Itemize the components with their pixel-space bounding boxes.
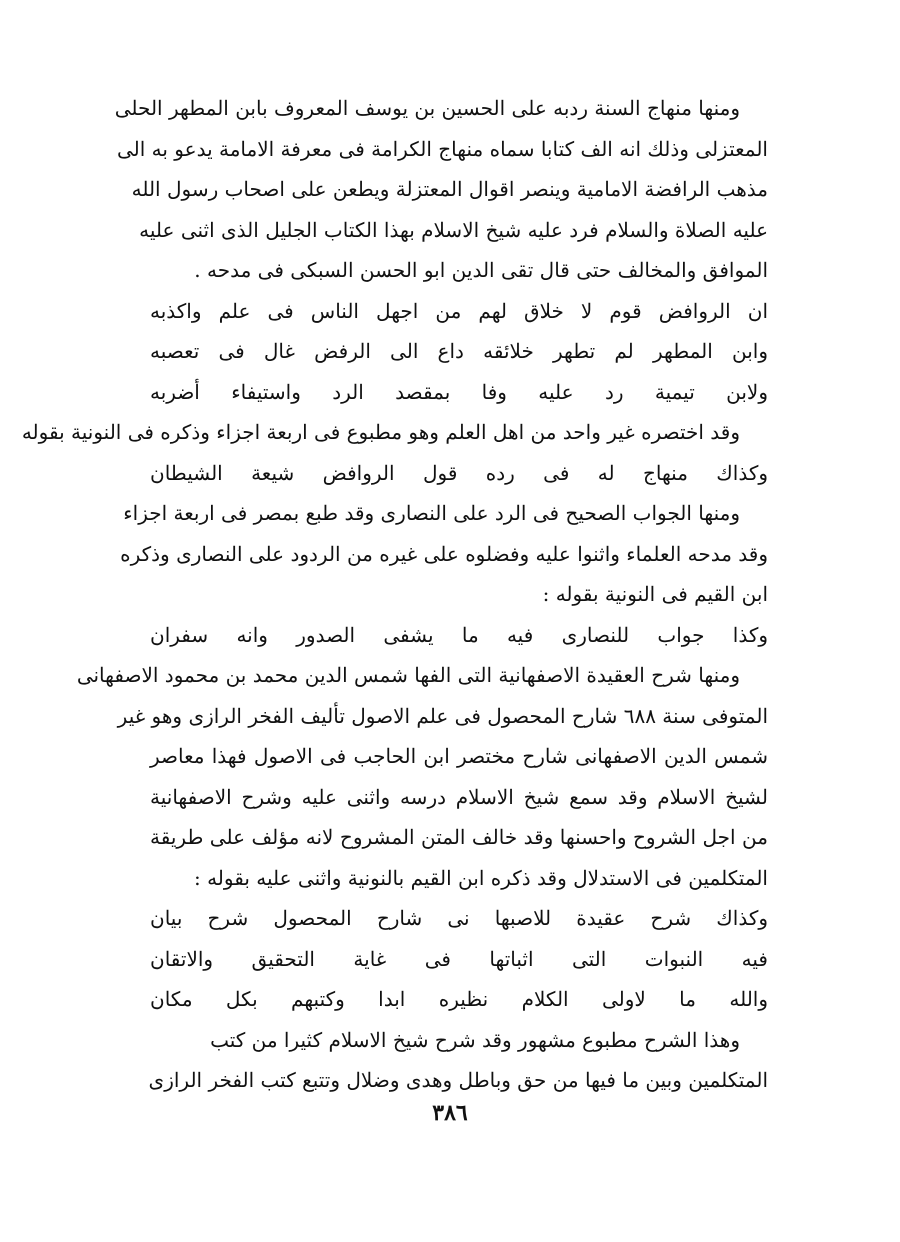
text-line: مذهب الرافضة الامامية وينصر اقوال المعتزلة ويطعن على اصحاب رسول الله [131, 177, 768, 201]
verse-line: والله ما لاولى الكلام نظيره ابدا وكتبهم بكل مكان [150, 987, 768, 1011]
text-line: وقد اختصره غير واحد من اهل العلم وهو مطبوع فى اربعة اجزاء وذكره فى النونية بقوله [21, 420, 740, 444]
text-line: شمس الدين الاصفهانى شارح مختصر ابن الحاجب فى الاصول فهذا معاصر [150, 744, 768, 768]
text-line: المتوفى سنة ٦٨٨ شارح المحصول فى علم الاصول تأليف الفخر الرازى وهو غير [117, 703, 768, 728]
verse-line: وابن المطهر لم تطهر خلائقه داع الى الرفض غال فى تعصبه [150, 339, 768, 363]
verse-line: وكذا جواب للنصارى فيه ما يشفى الصدور وانه سفران [150, 622, 768, 647]
verse-line: وكذاك شرح عقيدة للاصبها نى شارح المحصول شرح بيان [150, 906, 768, 930]
body-text [21, 88, 768, 1101]
text-line: ابن القيم فى النونية بقوله : [542, 582, 768, 606]
text-line: وهذا الشرح مطبوع مشهور وقد شرح شيخ الاسلام كثيرا من كتب [210, 1027, 740, 1052]
text-line: من اجل الشروح واحسنها وقد خالف المتن المشروح لانه مؤلف على طريقة [150, 825, 768, 849]
text-line: المعتزلى وذلك انه الف كتابا سماه منهاج الكرامة فى معرفة الامامة يدعو به الى [116, 136, 768, 161]
text-line: المتكلمين وبين ما فيها من حق وباطل وهدى وضلال وتتبع كتب الفخر الرازى [148, 1068, 768, 1092]
verse-line: ان الروافض قوم لا خلاق لهم من اجهل الناس فى علم واكذبه [150, 298, 768, 323]
text-line: الموافق والمخالف حتى قال تقى الدين ابو الحسن السبكى فى مدحه . [194, 258, 768, 282]
text-line: ومنها الجواب الصحيح فى الرد على النصارى وقد طبع بمصر فى اربعة اجزاء [123, 501, 740, 525]
text-line: المتكلمين فى الاستدلال وقد ذكره ابن القيم بالنونية واثنى عليه بقوله : [193, 865, 768, 890]
page-number: ٣٨٦ [432, 1100, 468, 1126]
text-line: لشيخ الاسلام وقد سمع شيخ الاسلام درسه واثنى عليه وشرح الاصفهانية [150, 784, 768, 809]
verse-line: فيه النبوات التى اثباتها فى غاية التحقيق والاتقان [150, 946, 768, 971]
text-line: وقد مدحه العلماء واثنوا عليه وفضلوه على غيره من الردود على النصارى وذكره [120, 541, 768, 566]
text-line: عليه الصلاة والسلام فرد عليه شيخ الاسلام بهذا الكتاب الجليل الذى اثنى عليه [139, 217, 768, 242]
verse-line: ولابن تيمية رد عليه وفا بمقصد الرد واستيفاء أضربه [150, 379, 768, 404]
verse-line: وكذاك منهاج له فى رده قول الروافض شيعة الشيطان [150, 460, 768, 485]
text-line: ومنها شرح العقيدة الاصفهانية التى الفها شمس الدين محمد بن محمود الاصفهانى [76, 663, 740, 687]
text-line: ومنها منهاج السنة ردبه على الحسين بن يوسف المعروف بابن المطهر الحلى [114, 96, 740, 120]
